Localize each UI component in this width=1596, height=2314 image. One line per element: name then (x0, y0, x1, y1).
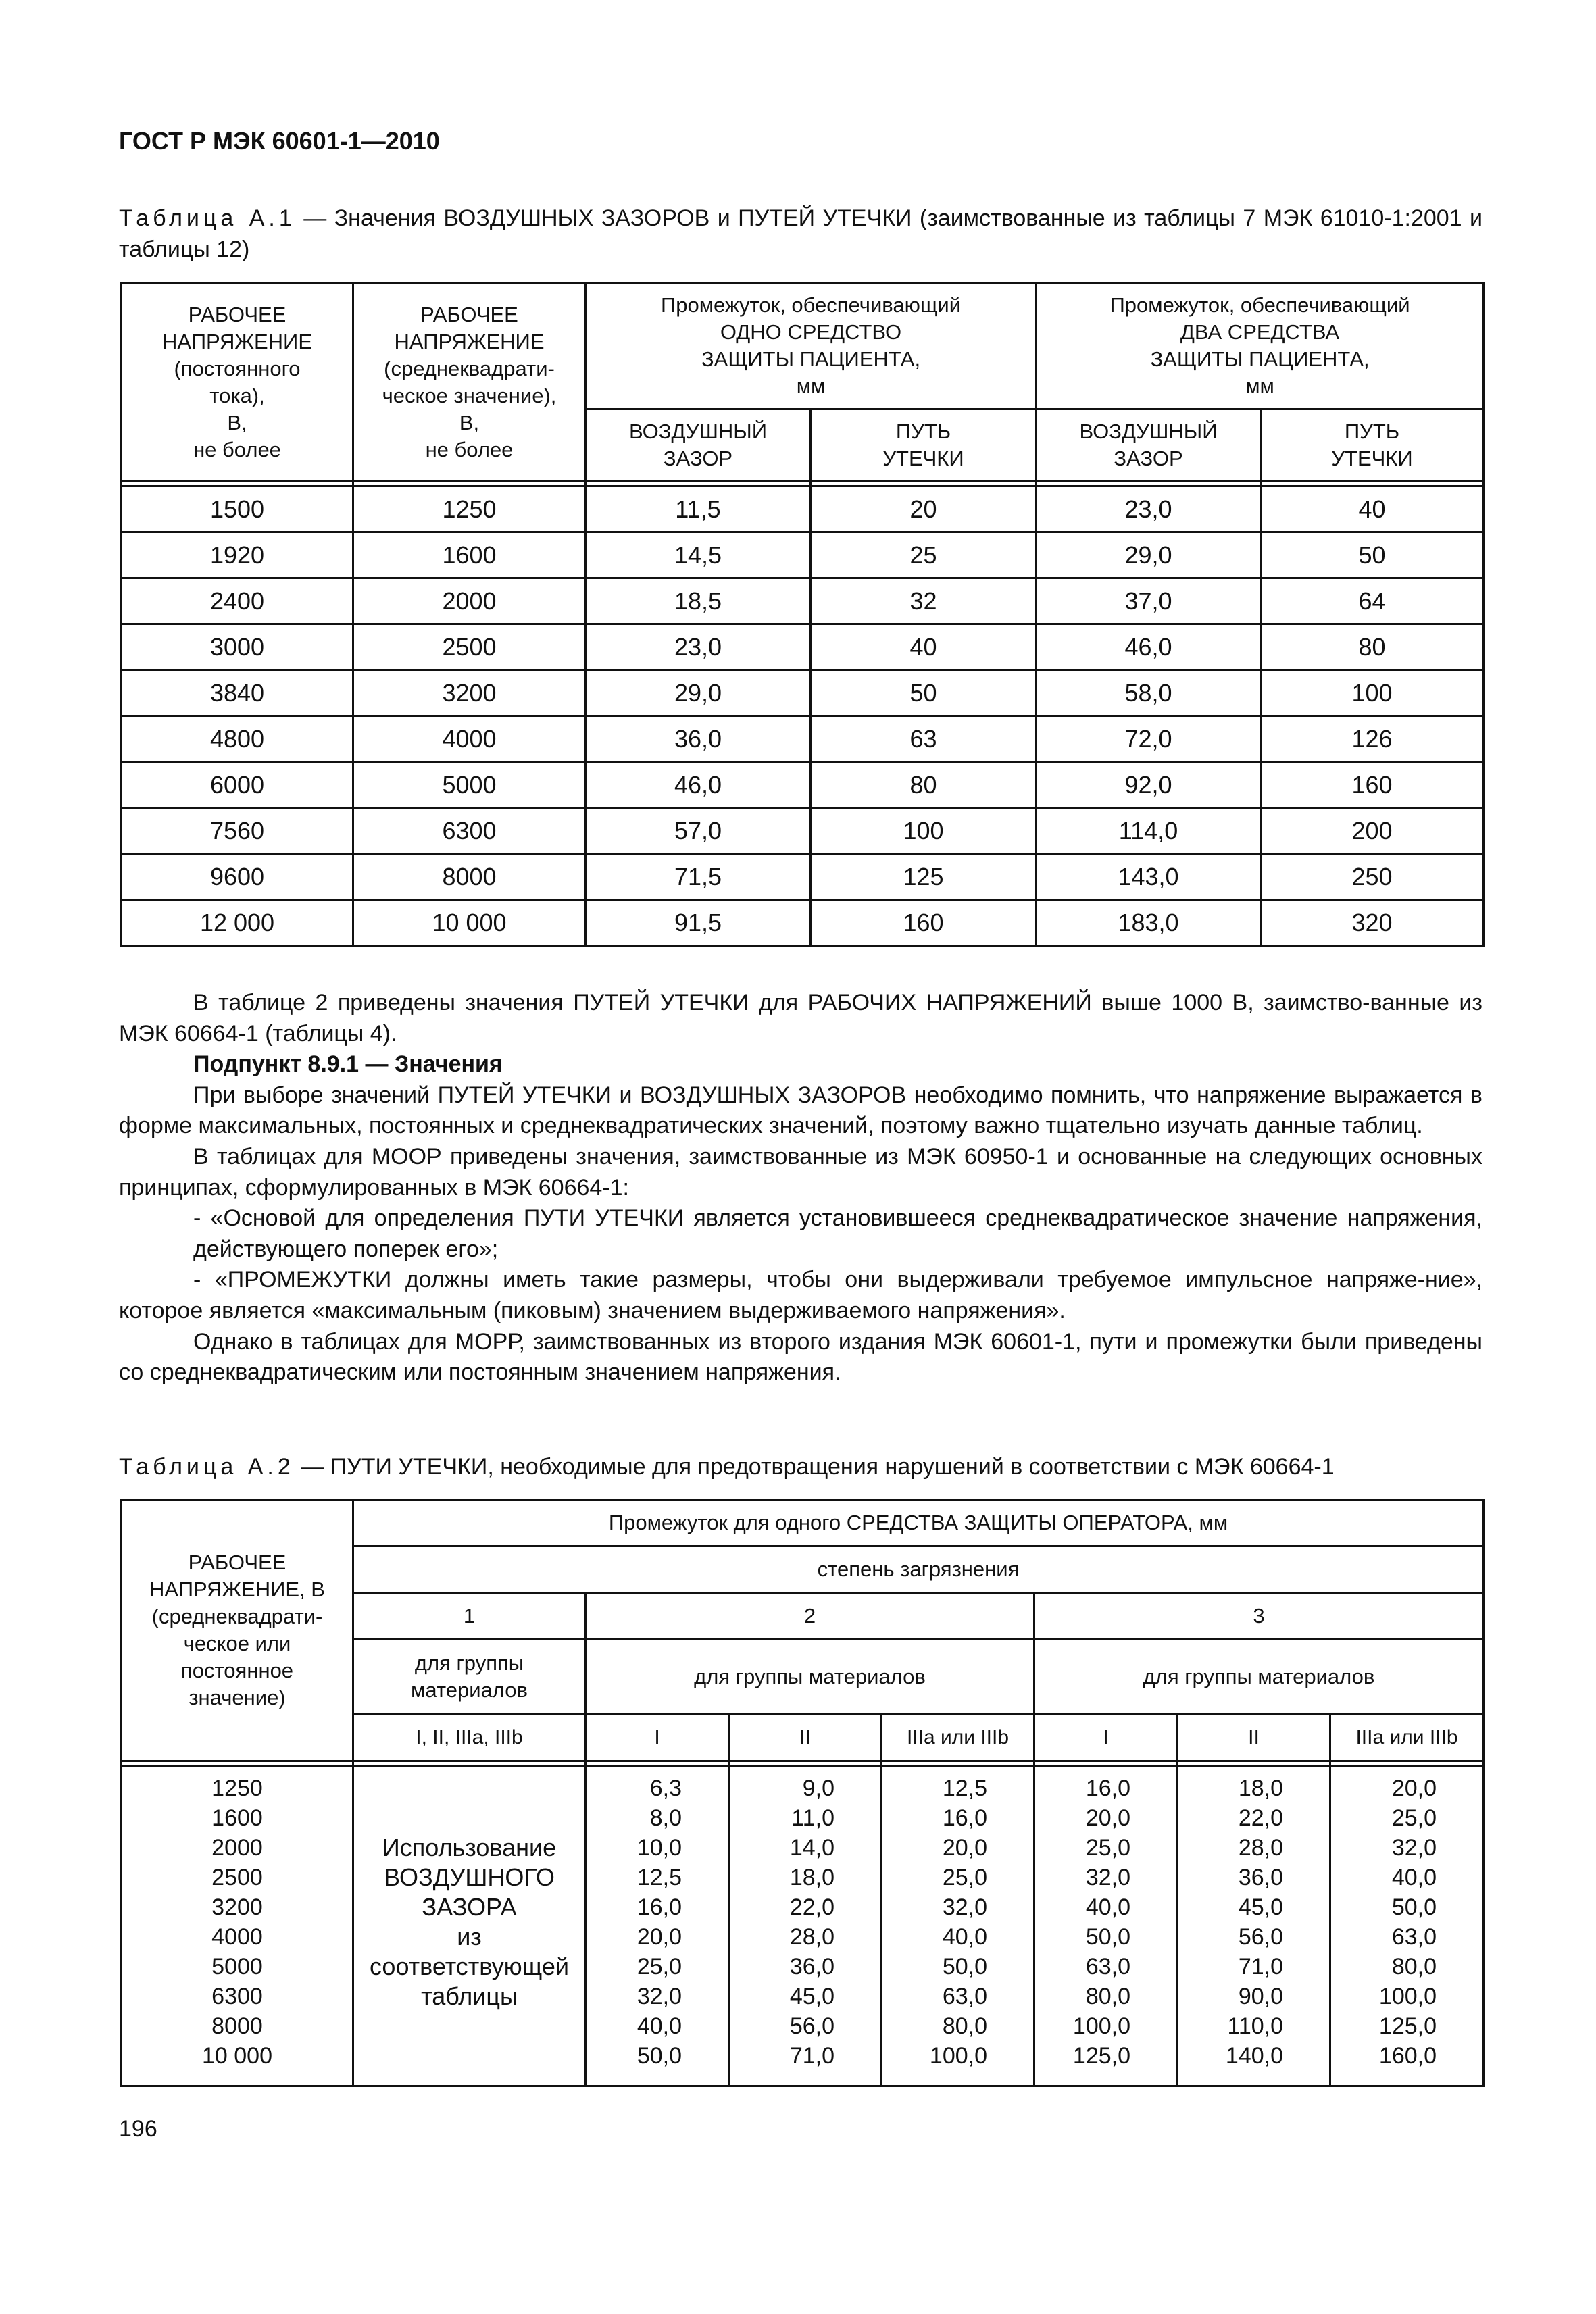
gap-value: 16,0 (1085, 1776, 1130, 1801)
paragraph-6: - «ПРОМЕЖУТКИ должны иметь такие размеры, чтобы они выдерживали требуемое импульсное напряже-ние», которое является «максимальным (пиковым) значением выдерживаемого напряжения». (119, 1267, 1482, 1324)
voltage-value: 6300 (211, 1984, 263, 2009)
paragraph-1: В таблице 2 приведены значения ПУТЕЙ УТЕЧКИ для РАБОЧИХ НАПРЯЖЕНИЙ выше 1000 В, заимство-ванные из МЭК 60664-1 (таблицы 4). (119, 990, 1482, 1047)
page-number: 196 (119, 2116, 157, 2142)
table-cell: 6000 (122, 762, 353, 808)
paragraph-4: В таблицах для МООР приведены значения, заимствованные из МЭК 60950-1 и основанные на следующих основных принципах, сформулированных в МЭК 60664-1: (119, 1143, 1482, 1201)
table-cell: 160 (1261, 762, 1484, 808)
table-cell: 63 (811, 716, 1037, 762)
t2-col-p3-i (1034, 1766, 1178, 2086)
table-cell: 23,0 (1037, 486, 1261, 532)
table-cell: 3200 (353, 670, 586, 716)
gap-value: 45,0 (1238, 1894, 1283, 1920)
table-row (122, 716, 1484, 762)
t1-header-air-2: ВОЗДУШНЫЙ ЗАЗОР (1037, 409, 1261, 481)
table-cell: 100 (1261, 670, 1484, 716)
gap-value: 11,0 (791, 1805, 834, 1831)
table2-caption-prefix: Таблица А.2 (119, 1454, 295, 1480)
gap-value: 80,0 (1085, 1984, 1130, 2009)
gap-value: 32,0 (942, 1894, 987, 1920)
t2-header-group-1: для группы материалов (353, 1640, 586, 1715)
gap-value: 16,0 (942, 1805, 987, 1831)
t2-header-degree-3: 3 (1034, 1593, 1484, 1640)
table-cell: 250 (1261, 854, 1484, 900)
t2-header-voltage: РАБОЧЕЕ НАПРЯЖЕНИЕ, В (среднеквадрати- ческое или постоянное значение) (122, 1500, 353, 1761)
table-row (122, 808, 1484, 854)
gap-value: 125,0 (1378, 2013, 1437, 2039)
table-cell: 3000 (122, 624, 353, 670)
gap-value: 12,5 (942, 1776, 987, 1801)
table-a1-body (122, 482, 1484, 946)
t2-sub-1: I, II, IIIa, IIIb (353, 1715, 586, 1761)
gap-value: 71,0 (789, 2043, 834, 2069)
table-cell: 126 (1261, 716, 1484, 762)
gap-value: 20,0 (1391, 1776, 1437, 1801)
gap-value: 100,0 (929, 2043, 987, 2069)
table-cell: 36,0 (586, 716, 811, 762)
t1-header-two-means: Промежуток, обеспечивающий ДВА СРЕДСТВА ЗАЩИТЫ ПАЦИЕНТА, мм (1037, 284, 1484, 409)
gap-value: 71,0 (1238, 1954, 1283, 1980)
table-cell: 320 (1261, 900, 1484, 946)
t2-header-operator-gap: Промежуток для одного СРЕДСТВА ЗАЩИТЫ ОПЕРАТОРА, мм (353, 1500, 1484, 1546)
voltage-value: 3200 (211, 1894, 263, 1920)
gap-value: 40,0 (1391, 1865, 1437, 1890)
voltage-value: 5000 (211, 1954, 263, 1980)
gap-value: 100,0 (1072, 2013, 1130, 2039)
gap-value: 8,0 (649, 1805, 682, 1831)
table-cell: 1500 (122, 486, 353, 532)
gap-value: 9,0 (802, 1776, 834, 1801)
table-cell: 6300 (353, 808, 586, 854)
gap-value: 50,0 (942, 1954, 987, 1980)
table-cell: 29,0 (1037, 532, 1261, 578)
t2-header-degree-2: 2 (586, 1593, 1034, 1640)
t2-col-p2-iii (882, 1766, 1034, 2086)
table-cell: 46,0 (1037, 624, 1261, 670)
t2-header-group-2: для группы материалов (586, 1640, 1034, 1715)
table-cell: 20 (811, 486, 1037, 532)
gap-value: 140,0 (1225, 2043, 1283, 2069)
t1-header-air-1: ВОЗДУШНЫЙ ЗАЗОР (586, 409, 811, 481)
t2-header-pollution: степень загрязнения (353, 1546, 1484, 1593)
table-cell: 125 (811, 854, 1037, 900)
table2-caption (119, 1451, 1482, 1482)
voltage-value: 2500 (211, 1865, 263, 1890)
gap-value: 10,0 (637, 1835, 682, 1861)
table-cell: 10 000 (353, 900, 586, 946)
table-cell: 3840 (122, 670, 353, 716)
t2-sub-5: I (1034, 1715, 1178, 1761)
t2-col-p3-ii (1178, 1766, 1330, 2086)
table-cell: 57,0 (586, 808, 811, 854)
paragraph-5: - «Основой для определения ПУТИ УТЕЧКИ является установившееся среднеквадратическое значение напряжения, действующего поперек его»; (193, 1205, 1482, 1262)
table-cell: 40 (1261, 486, 1484, 532)
paragraph-7: Однако в таблицах для МОРР, заимствованных из второго издания МЭК 60601-1, пути и промежутки были приведены со среднеквадратическим или постоянным значением напряжения. (119, 1328, 1482, 1386)
table-row (122, 578, 1484, 624)
table-cell: 12 000 (122, 900, 353, 946)
table-cell: 40 (811, 624, 1037, 670)
t2-merged-note: Использование ВОЗДУШНОГО ЗАЗОРА из соответствующей таблицы (353, 1766, 586, 2086)
table-cell: 23,0 (586, 624, 811, 670)
gap-value: 6,3 (649, 1776, 682, 1801)
table-cell: 64 (1261, 578, 1484, 624)
table-cell: 11,5 (586, 486, 811, 532)
table-cell: 143,0 (1037, 854, 1261, 900)
table-cell: 2000 (353, 578, 586, 624)
gap-value: 32,0 (1391, 1835, 1437, 1861)
table-cell: 114,0 (1037, 808, 1261, 854)
table-cell: 29,0 (586, 670, 811, 716)
gap-value: 25,0 (942, 1865, 987, 1890)
t1-header-dc-voltage: РАБОЧЕЕ НАПРЯЖЕНИЕ (постоянного тока), В, не более (122, 284, 353, 482)
table-cell: 183,0 (1037, 900, 1261, 946)
table-cell: 14,5 (586, 532, 811, 578)
gap-value: 14,0 (789, 1835, 834, 1861)
gap-value: 25,0 (637, 1954, 682, 1980)
t2-sub-6: II (1178, 1715, 1330, 1761)
voltage-value: 4000 (211, 1924, 263, 1950)
t1-header-rms-voltage: РАБОЧЕЕ НАПРЯЖЕНИЕ (среднеквадрати- ческое значение), В, не более (353, 284, 586, 482)
table-cell: 18,5 (586, 578, 811, 624)
table-cell: 80 (1261, 624, 1484, 670)
paragraph-3: При выборе значений ПУТЕЙ УТЕЧКИ и ВОЗДУШНЫХ ЗАЗОРОВ необходимо помнить, что напряжение выражается в форме максимальных, постоянных и среднеквадратических значений, поэтому важно тщательно изучать данные таблиц. (119, 1082, 1482, 1139)
voltage-value: 1250 (211, 1776, 263, 1801)
table-cell: 50 (811, 670, 1037, 716)
t1-header-creep-2: ПУТЬ УТЕЧКИ (1261, 409, 1484, 481)
gap-value: 25,0 (1085, 1835, 1130, 1861)
gap-value: 20,0 (942, 1835, 987, 1861)
table-cell: 37,0 (1037, 578, 1261, 624)
table1-caption-prefix: Таблица А.1 (119, 205, 296, 231)
table-a2 (120, 1499, 1485, 2087)
table-cell: 2500 (353, 624, 586, 670)
table-cell: 7560 (122, 808, 353, 854)
t2-header-degree-1: 1 (353, 1593, 586, 1640)
gap-value: 16,0 (637, 1894, 682, 1920)
gap-value: 110,0 (1227, 2013, 1283, 2039)
table-cell: 1920 (122, 532, 353, 578)
table-cell: 2400 (122, 578, 353, 624)
gap-value: 45,0 (789, 1984, 834, 2009)
gap-value: 56,0 (1238, 1924, 1283, 1950)
table-cell: 50 (1261, 532, 1484, 578)
table-cell: 1600 (353, 532, 586, 578)
t2-sub-7: IIIa или IIIb (1330, 1715, 1484, 1761)
t2-sub-3: II (729, 1715, 882, 1761)
table1-caption (119, 203, 1482, 265)
body-text (119, 988, 1482, 1388)
gap-value: 18,0 (789, 1865, 834, 1890)
gap-value: 56,0 (789, 2013, 834, 2039)
t2-sub-4: IIIa или IIIb (882, 1715, 1034, 1761)
gap-value: 63,0 (1085, 1954, 1130, 1980)
table-cell: 4000 (353, 716, 586, 762)
voltage-value: 2000 (211, 1835, 263, 1861)
gap-value: 50,0 (637, 2043, 682, 2069)
gap-value: 100,0 (1378, 1984, 1437, 2009)
gap-value: 125,0 (1072, 2043, 1130, 2069)
table-row (122, 670, 1484, 716)
table-cell: 46,0 (586, 762, 811, 808)
gap-value: 32,0 (637, 1984, 682, 2009)
voltage-value: 1600 (211, 1805, 263, 1831)
table-cell: 160 (811, 900, 1037, 946)
t1-header-creep-1: ПУТЬ УТЕЧКИ (811, 409, 1037, 481)
table1-caption-text: — Значения ВОЗДУШНЫХ ЗАЗОРОВ и ПУТЕЙ УТЕЧКИ (заимствованные из таблицы 7 МЭК 61010-1:2001 и таблицы 12) (119, 205, 1482, 262)
t2-sub-2: I (586, 1715, 729, 1761)
table2-caption-text: — ПУТИ УТЕЧКИ, необходимые для предотвращения нарушений в соответствии с МЭК 60664-1 (294, 1454, 1335, 1480)
voltage-value: 8000 (211, 2013, 263, 2039)
table-cell: 92,0 (1037, 762, 1261, 808)
gap-value: 20,0 (637, 1924, 682, 1950)
t2-col-p2-ii (729, 1766, 882, 2086)
gap-value: 32,0 (1085, 1865, 1130, 1890)
table-row (122, 854, 1484, 900)
gap-value: 36,0 (1238, 1865, 1283, 1890)
gap-value: 28,0 (789, 1924, 834, 1950)
gap-value: 22,0 (789, 1894, 834, 1920)
table-cell: 4800 (122, 716, 353, 762)
t2-voltage-values (122, 1766, 353, 2086)
gap-value: 40,0 (942, 1924, 987, 1950)
t2-col-p3-iii (1330, 1766, 1484, 2086)
gap-value: 40,0 (1085, 1894, 1130, 1920)
gap-value: 63,0 (1391, 1924, 1437, 1950)
table-row (122, 532, 1484, 578)
t1-header-one-means: Промежуток, обеспечивающий ОДНО СРЕДСТВО ЗАЩИТЫ ПАЦИЕНТА, мм (586, 284, 1037, 409)
table-cell: 5000 (353, 762, 586, 808)
gap-value: 80,0 (1391, 1954, 1437, 1980)
gap-value: 50,0 (1085, 1924, 1130, 1950)
table-row (122, 762, 1484, 808)
gap-value: 25,0 (1391, 1805, 1437, 1831)
table-a1 (120, 282, 1485, 947)
table-cell: 32 (811, 578, 1037, 624)
gap-value: 22,0 (1238, 1805, 1283, 1831)
gap-value: 63,0 (942, 1984, 987, 2009)
subclause-heading: Подпункт 8.9.1 — Значения (193, 1051, 503, 1078)
table-cell: 200 (1261, 808, 1484, 854)
gap-value: 80,0 (942, 2013, 987, 2039)
table-cell: 25 (811, 532, 1037, 578)
table-cell: 8000 (353, 854, 586, 900)
gap-value: 36,0 (789, 1954, 834, 1980)
gap-value: 50,0 (1391, 1894, 1437, 1920)
table-cell: 72,0 (1037, 716, 1261, 762)
table-row (122, 486, 1484, 532)
gap-value: 40,0 (637, 2013, 682, 2039)
t2-header-group-3: для группы материалов (1034, 1640, 1484, 1715)
table-cell: 1250 (353, 486, 586, 532)
gap-value: 160,0 (1378, 2043, 1437, 2069)
table-cell: 9600 (122, 854, 353, 900)
t2-col-p2-i (586, 1766, 729, 2086)
table-cell: 91,5 (586, 900, 811, 946)
table-cell: 80 (811, 762, 1037, 808)
gap-value: 90,0 (1238, 1984, 1283, 2009)
table-cell: 71,5 (586, 854, 811, 900)
gap-value: 20,0 (1085, 1805, 1130, 1831)
gap-value: 12,5 (637, 1865, 682, 1890)
table-row (122, 624, 1484, 670)
voltage-value: 10 000 (202, 2043, 272, 2069)
table-cell: 100 (811, 808, 1037, 854)
table-cell: 58,0 (1037, 670, 1261, 716)
gap-value: 18,0 (1238, 1776, 1283, 1801)
table-row (122, 900, 1484, 946)
gap-value: 28,0 (1238, 1835, 1283, 1861)
document-header: ГОСТ Р МЭК 60601-1—2010 (119, 127, 440, 155)
